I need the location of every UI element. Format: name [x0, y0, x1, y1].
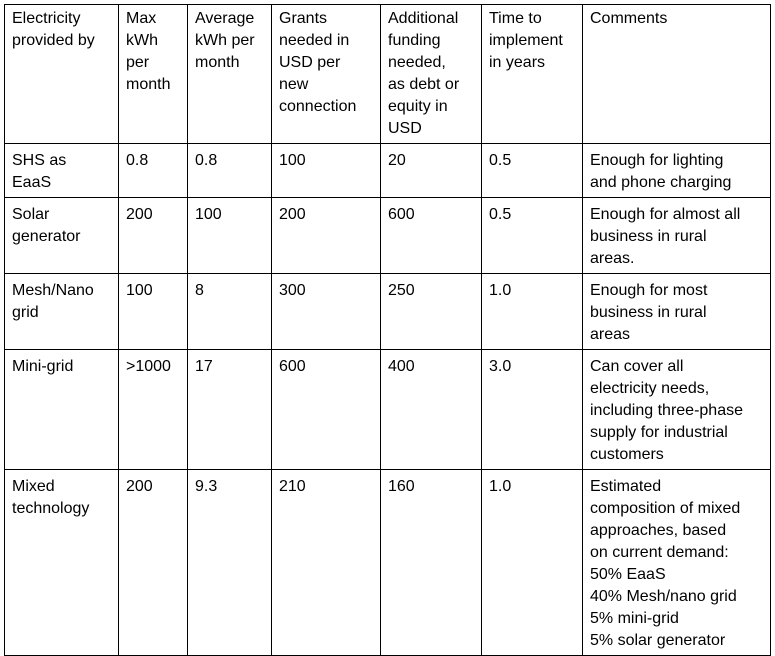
cell-comments-line: 5% solar generator	[590, 632, 726, 649]
cell-max-kwh: 200	[119, 470, 188, 656]
cell-comments-line: business in rural	[590, 228, 707, 245]
cell-max-kwh: 0.8	[119, 144, 188, 198]
header-years	[482, 5, 583, 144]
cell-provider-line: SHS as	[12, 152, 67, 169]
cell-comments-line: areas.	[590, 250, 635, 267]
header-avg-kwh	[188, 5, 272, 144]
cell-comments	[583, 470, 771, 656]
cell-avg-kwh: 9.3	[188, 470, 272, 656]
cell-comments-line: composition of mixed	[590, 500, 741, 517]
table-body	[5, 144, 771, 656]
cell-years: 0.5	[482, 198, 583, 274]
cell-funding: 20	[381, 144, 482, 198]
cell-max-kwh: 200	[119, 198, 188, 274]
cell-grants: 600	[272, 350, 381, 470]
header-max-kwh-line: kWh	[126, 32, 158, 49]
header-comments-line: Comments	[590, 10, 668, 27]
header-max-kwh-line: month	[126, 76, 171, 93]
cell-provider-line: generator	[12, 228, 81, 245]
header-years-line: in years	[489, 54, 546, 71]
header-provider	[5, 5, 119, 144]
cell-provider	[5, 198, 119, 274]
cell-years: 1.0	[482, 274, 583, 350]
cell-comments-line: supply for industrial	[590, 424, 728, 441]
table-row	[5, 470, 771, 656]
cell-comments-line: Can cover all	[590, 358, 684, 375]
cell-comments-line: including three-phase	[590, 402, 743, 419]
header-years-line: Time to	[489, 10, 542, 27]
cell-provider	[5, 470, 119, 656]
cell-years: 1.0	[482, 470, 583, 656]
cell-comments	[583, 274, 771, 350]
cell-comments-line: 40% Mesh/nano grid	[590, 588, 737, 605]
cell-provider-line: Mini-grid	[12, 358, 74, 375]
header-funding-line: needed,	[388, 54, 446, 71]
cell-provider	[5, 144, 119, 198]
cell-comments-line: on current demand:	[590, 544, 729, 561]
cell-comments-line: Enough for most	[590, 282, 708, 299]
header-row	[5, 5, 771, 144]
cell-avg-kwh: 17	[188, 350, 272, 470]
cell-comments	[583, 350, 771, 470]
header-comments	[583, 5, 771, 144]
cell-comments	[583, 144, 771, 198]
cell-comments-line: Enough for almost all	[590, 206, 741, 223]
cell-provider	[5, 350, 119, 470]
header-provider-line: Electricity	[12, 10, 81, 27]
cell-max-kwh: 100	[119, 274, 188, 350]
table-row	[5, 198, 771, 274]
table-header	[5, 5, 771, 144]
cell-comments-line: 50% EaaS	[590, 566, 666, 583]
header-grants-line: connection	[279, 98, 357, 115]
cell-grants: 100	[272, 144, 381, 198]
cell-comments-line: electricity needs,	[590, 380, 710, 397]
cell-grants: 300	[272, 274, 381, 350]
cell-provider-line: grid	[12, 304, 39, 321]
header-provider-line: provided by	[12, 32, 95, 49]
cell-grants: 200	[272, 198, 381, 274]
cell-provider-line: technology	[12, 500, 90, 517]
header-grants	[272, 5, 381, 144]
cell-funding: 250	[381, 274, 482, 350]
header-funding-line: equity in	[388, 98, 448, 115]
cell-comments-line: Estimated	[590, 478, 662, 495]
header-funding-line: as debt or	[388, 76, 460, 93]
cell-funding: 160	[381, 470, 482, 656]
header-max-kwh-line: Max	[126, 10, 157, 27]
header-avg-kwh-line: kWh per	[195, 32, 255, 49]
cell-comments-line: Enough for lighting	[590, 152, 724, 169]
cell-max-kwh: >1000	[119, 350, 188, 470]
header-years-line: implement	[489, 32, 563, 49]
header-funding-line: USD	[388, 120, 422, 137]
table-row	[5, 350, 771, 470]
header-avg-kwh-line: month	[195, 54, 240, 71]
cell-funding: 600	[381, 198, 482, 274]
header-grants-line: USD per	[279, 54, 341, 71]
cell-avg-kwh: 100	[188, 198, 272, 274]
header-avg-kwh-line: Average	[195, 10, 255, 27]
header-funding-line: Additional	[388, 10, 459, 27]
cell-provider-line: Mesh/Nano	[12, 282, 94, 299]
cell-years: 3.0	[482, 350, 583, 470]
header-grants-line: Grants	[279, 10, 328, 27]
cell-avg-kwh: 0.8	[188, 144, 272, 198]
cell-comments-line: 5% mini-grid	[590, 610, 679, 627]
cell-avg-kwh: 8	[188, 274, 272, 350]
cell-years: 0.5	[482, 144, 583, 198]
cell-provider-line: Solar	[12, 206, 50, 223]
header-funding	[381, 5, 482, 144]
cell-comments	[583, 198, 771, 274]
cell-provider-line: Mixed	[12, 478, 55, 495]
electricity-options-table	[4, 4, 771, 656]
cell-provider-line: EaaS	[12, 174, 52, 191]
cell-comments-line: customers	[590, 446, 664, 463]
cell-grants: 210	[272, 470, 381, 656]
header-grants-line: needed in	[279, 32, 350, 49]
cell-comments-line: approaches, based	[590, 522, 727, 539]
header-grants-line: new	[279, 76, 309, 93]
header-funding-line: funding	[388, 32, 441, 49]
cell-comments-line: and phone charging	[590, 174, 732, 191]
cell-provider	[5, 274, 119, 350]
cell-comments-line: areas	[590, 326, 631, 343]
header-max-kwh-line: per	[126, 54, 150, 71]
table-row	[5, 144, 771, 198]
header-max-kwh	[119, 5, 188, 144]
cell-comments-line: business in rural	[590, 304, 707, 321]
table-row	[5, 274, 771, 350]
cell-funding: 400	[381, 350, 482, 470]
